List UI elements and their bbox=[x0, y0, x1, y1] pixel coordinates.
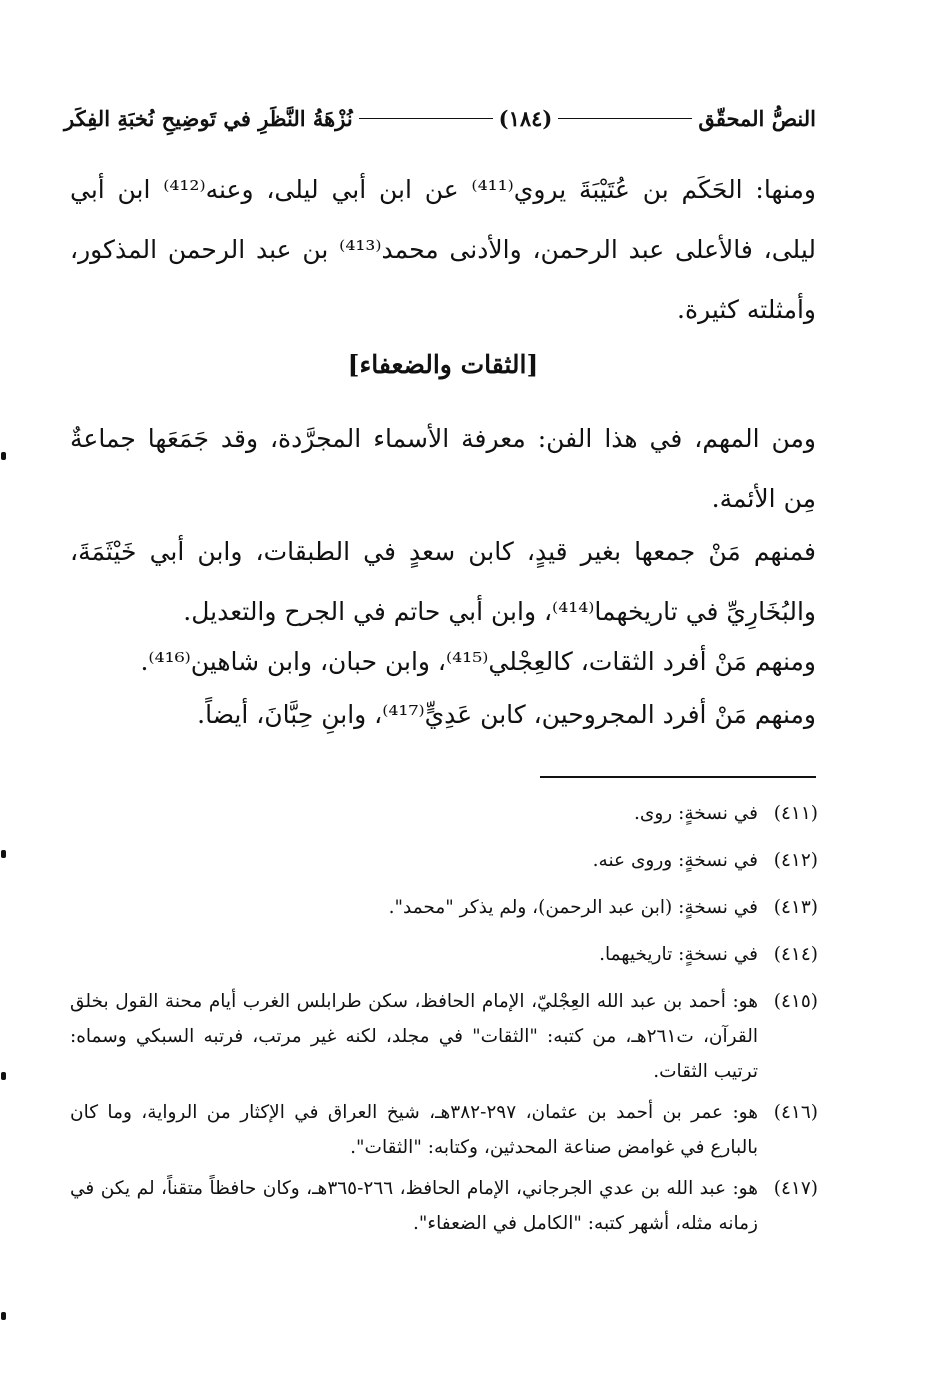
paragraph-compilers: فمنهم مَنْ جمعها بغير قيدٍ، كابن سعدٍ في الطبقات، وابن أبي خَيْثَمَةَ، والبُخَارِيِّ في تاريخهما⁽⁴¹⁴⁾، وابن أبي حاتم في الجرح والتعديل. bbox=[70, 537, 816, 626]
footnote bbox=[70, 843, 818, 878]
footnote-text: هو: أحمد بن عبد الله العِجْليّ، الإمام الحافظ، سكن طرابلس الغرب أيام محنة القول بخلق القرآن، ت٢٦١هـ، من كتبه: "الثقات" في مجلد، لكنه غير مرتب، فرتبه السبكي وسماه: ترتيب الثقات. bbox=[70, 991, 758, 1082]
scan-mark bbox=[1, 1072, 6, 1080]
footnote-number: (٤١٣) bbox=[773, 897, 818, 918]
footnote-number: (٤١٢) bbox=[773, 850, 818, 871]
footnote-number: (٤١٧) bbox=[773, 1178, 818, 1199]
footnote-text: في نسخةٍ: تاريخيهما. bbox=[599, 944, 758, 965]
footnote bbox=[70, 796, 818, 831]
paragraph-group bbox=[70, 635, 816, 741]
paragraph-examples: ومنها: الحَكَم بن عُتَيْبَةَ يروي⁽⁴¹¹⁾ عن ابن أبي ليلى، وعنه⁽⁴¹²⁾ ابن أبي ليلى، فالأعلى عبد الرحمن، والأدنى محمد⁽⁴¹³⁾ بن عبد الرحمن المذكور، وأمثلته كثيرة. bbox=[70, 175, 816, 324]
footnote bbox=[70, 984, 818, 1089]
footnotes bbox=[70, 796, 818, 1247]
footnote bbox=[70, 890, 818, 925]
footnote bbox=[70, 1095, 818, 1165]
footnote-number: (٤١١) bbox=[773, 803, 818, 824]
scan-mark bbox=[1, 1312, 6, 1320]
footnote-text: في نسخةٍ: روى. bbox=[634, 803, 758, 824]
paragraph-weak: ومنهم مَنْ أفرد المجروحين، كابن عَدِيٍّ⁽⁴¹⁷⁾، وابنِ حِبَّانَ، أيضاً. bbox=[197, 700, 816, 729]
header-rule-left bbox=[359, 118, 493, 119]
page-number: (١٨٤) bbox=[498, 106, 553, 131]
paragraph-trustworthy: ومنهم مَنْ أفرد الثقات، كالعِجْلي⁽⁴¹⁵⁾، وابن حبان، وابن شاهين⁽⁴¹⁶⁾. bbox=[140, 647, 816, 676]
footnote-text: في نسخةٍ: وروى عنه. bbox=[592, 850, 758, 871]
section-heading: [الثقات والضعفاء] bbox=[347, 350, 539, 379]
footnote-text: هو: عمر بن أحمد بن عثمان، ٢٩٧-٣٨٢هـ، شيخ العراق في الإكثار من الرواية، وما كان بالبارع في غوامض صناعة المحدثين، وكتابه: "الثقات". bbox=[70, 1102, 758, 1158]
header-book-title: نُزْهَةُ النَّظَرِ في تَوضِيحِ نُخبَةِ الفِكَر bbox=[63, 106, 353, 131]
running-header bbox=[64, 106, 816, 131]
header-rule-right bbox=[558, 118, 692, 119]
paragraph-intro: ومن المهم، في هذا الفن: معرفة الأسماء المجرَّدة، وقد جَمَعَها جماعةٌ مِن الأئمة. bbox=[70, 424, 816, 513]
scan-mark bbox=[1, 452, 6, 460]
footnote bbox=[70, 1171, 818, 1241]
header-section-title: النصُّ المحقّق bbox=[698, 106, 816, 131]
footnote-number: (٤١٥) bbox=[773, 991, 818, 1012]
footnote-number: (٤١٤) bbox=[773, 944, 818, 965]
footnote-text: في نسخةٍ: (ابن عبد الرحمن)، ولم يذكر "محمد". bbox=[388, 897, 758, 918]
footnote bbox=[70, 937, 818, 972]
scan-mark bbox=[1, 850, 6, 858]
footnote-separator bbox=[540, 776, 816, 778]
footnote-text: هو: عبد الله بن عدي الجرجاني، الإمام الحافظ، ٢٦٦-٣٦٥هـ، وكان حافظاً متقناً، لم يكن في زمانه مثله، أشهر كتبه: "الكامل في الضعفاء". bbox=[70, 1178, 758, 1234]
footnote-number: (٤١٦) bbox=[773, 1102, 818, 1123]
